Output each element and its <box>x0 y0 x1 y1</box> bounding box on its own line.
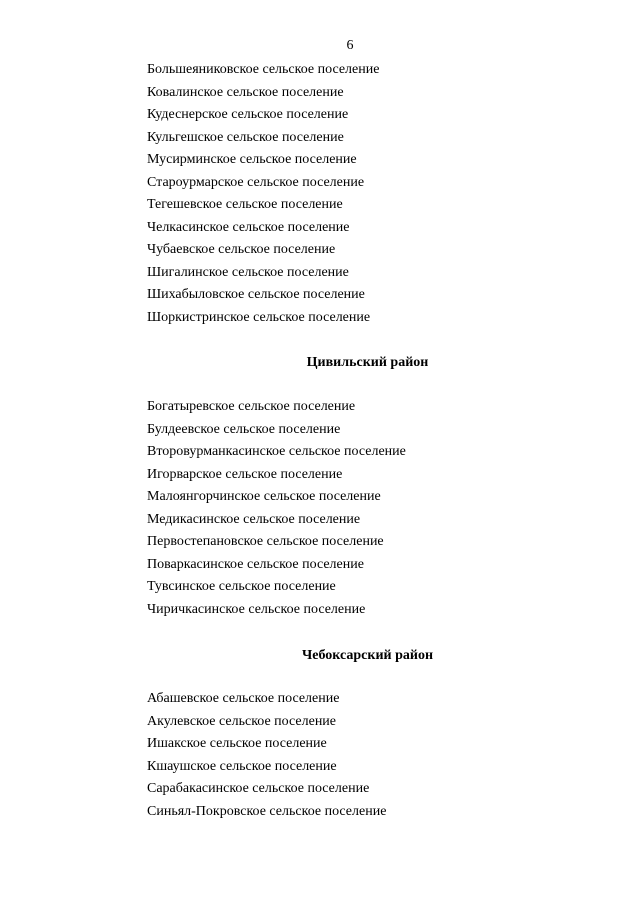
settlement-item: Богатыревское сельское поселение <box>147 399 356 414</box>
settlement-item: Кшаушское сельское поселение <box>147 758 337 774</box>
settlement-item: Шигалинское сельское поселение <box>147 264 349 280</box>
settlement-item: Ишакское сельское поселение <box>147 736 327 751</box>
settlement-item: Челкасинское сельское поселение <box>147 219 350 235</box>
settlement-item: Игорварское сельское поселение <box>147 466 343 482</box>
settlement-item: Второвурманкасинское сельское поселение <box>147 444 406 459</box>
settlement-item: Чиричкасинское сельское поселение <box>147 601 366 617</box>
settlement-item: Шоркистринское сельское поселение <box>147 309 371 325</box>
settlement-list-urmary <box>147 59 379 329</box>
settlement-item: Тувсинское сельское поселение <box>147 579 336 594</box>
settlement-item: Медикасинское сельское поселение <box>147 511 361 527</box>
settlement-item: Сарабакасинское сельское поселение <box>147 781 370 796</box>
settlement-item: Кульгешское сельское поселение <box>147 129 344 145</box>
settlement-item: Тегешевское сельское поселение <box>147 197 343 212</box>
section-heading-cheboksarsky: Чебоксарский район <box>301 648 434 663</box>
settlement-item: Булдеевское сельское поселение <box>147 421 341 437</box>
settlement-item: Малоянгорчинское сельское поселение <box>147 489 381 504</box>
settlement-list-tsivilsky <box>147 396 406 621</box>
settlement-item: Первостепановское сельское поселение <box>147 534 384 549</box>
page-number: 6 <box>346 38 354 53</box>
settlement-item: Чубаевское сельское поселение <box>147 242 336 257</box>
settlement-item: Абашевское сельское поселение <box>147 691 340 706</box>
settlement-list-cheboksarsky <box>147 688 386 823</box>
settlement-item: Поваркасинское сельское поселение <box>147 556 364 572</box>
settlement-item: Шихабыловское сельское поселение <box>147 287 365 302</box>
settlement-item: Синьял-Покровское сельское поселение <box>147 803 387 819</box>
settlement-item: Акулевское сельское поселение <box>147 713 337 729</box>
settlement-item: Большеяниковское сельское поселение <box>147 62 380 77</box>
settlement-item: Ковалинское сельское поселение <box>147 84 344 100</box>
settlement-item: Староурмарское сельское поселение <box>147 174 365 190</box>
section-heading-tsivilsky: Цивильский район <box>306 355 429 370</box>
settlement-item: Кудеснерское сельское поселение <box>147 107 349 122</box>
settlement-item: Мусирминское сельское поселение <box>147 152 357 167</box>
